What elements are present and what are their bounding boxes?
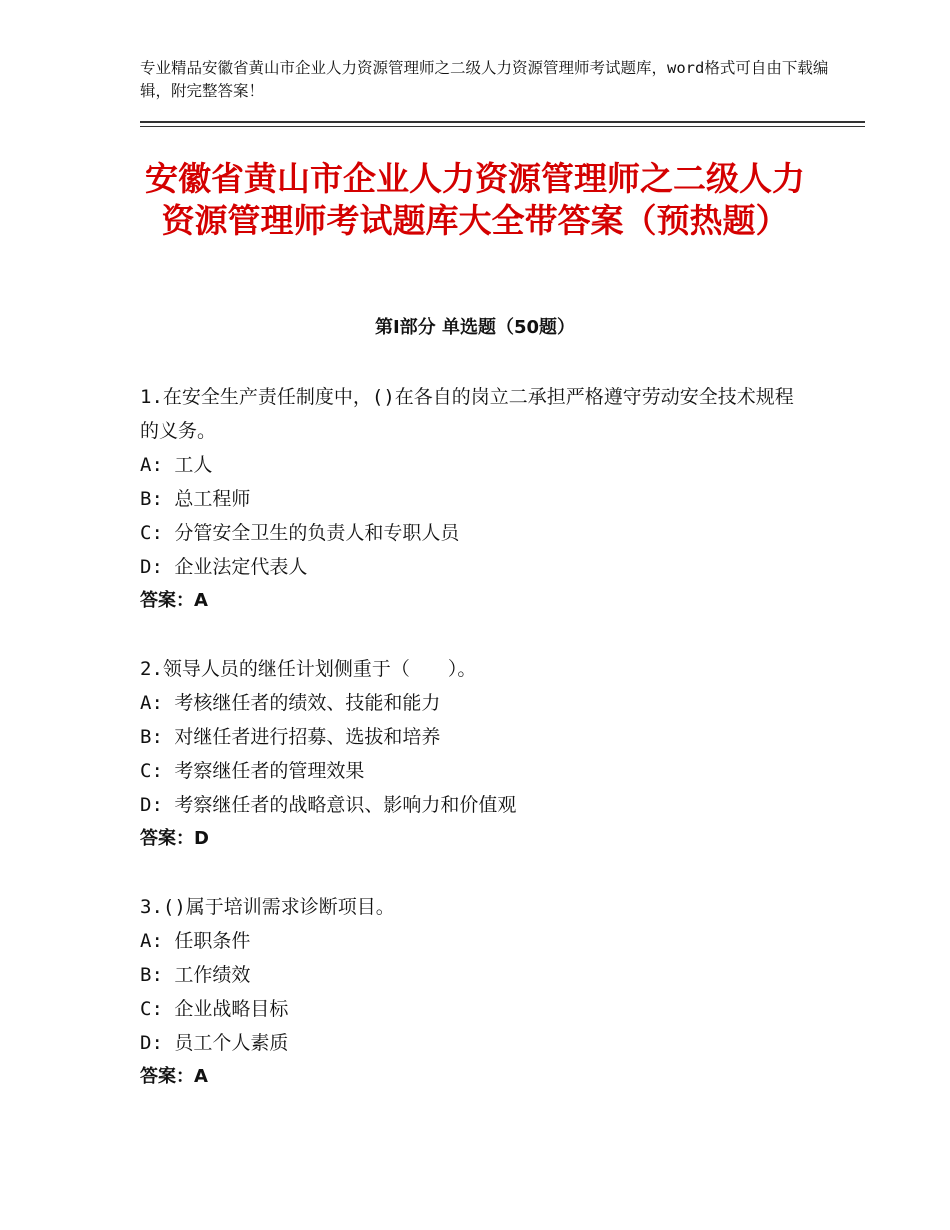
option-d: D: 员工个人素质 (140, 1032, 289, 1054)
header-note: 专业精品安徽省黄山市企业人力资源管理师之二级人力资源管理师考试题库，word格式可自由下载编辑，附完整答案！ (140, 59, 829, 100)
header-divider-thin (140, 126, 865, 127)
answer-label: 答案：A (140, 590, 208, 611)
option-b: B: 对继任者进行招募、选拔和培养 (140, 726, 441, 748)
option-b: B: 工作绩效 (140, 964, 251, 986)
answer-label: 答案：A (140, 1066, 208, 1087)
question-3 (140, 890, 810, 1094)
document-title: 安徽省黄山市企业人力资源管理师之二级人力资源管理师考试题库大全带答案（预热题） (145, 159, 805, 240)
question-stem: 2.领导人员的继任计划侧重于（ ）。 (140, 658, 477, 680)
option-d: D: 考察继任者的战略意识、影响力和价值观 (140, 794, 517, 816)
header-divider-thick (140, 121, 865, 123)
question-stem: 1.在安全生产责任制度中，()在各自的岗立二承担严格遵守劳动安全技术规程的义务。 (140, 386, 794, 442)
option-b: B: 总工程师 (140, 488, 251, 510)
question-1 (140, 380, 810, 618)
answer-label: 答案：D (140, 828, 209, 849)
option-a: A: 任职条件 (140, 930, 251, 952)
option-a: A: 考核继任者的绩效、技能和能力 (140, 692, 441, 714)
option-c: C: 企业战略目标 (140, 998, 289, 1020)
section-heading: 第Ⅰ部分 单选题（50题） (374, 317, 575, 338)
question-2 (140, 652, 810, 856)
option-d: D: 企业法定代表人 (140, 556, 308, 578)
question-list (140, 380, 810, 1128)
option-c: C: 考察继任者的管理效果 (140, 760, 365, 782)
option-a: A: 工人 (140, 454, 213, 476)
option-c: C: 分管安全卫生的负责人和专职人员 (140, 522, 460, 544)
question-stem: 3.()属于培训需求诊断项目。 (140, 896, 395, 918)
